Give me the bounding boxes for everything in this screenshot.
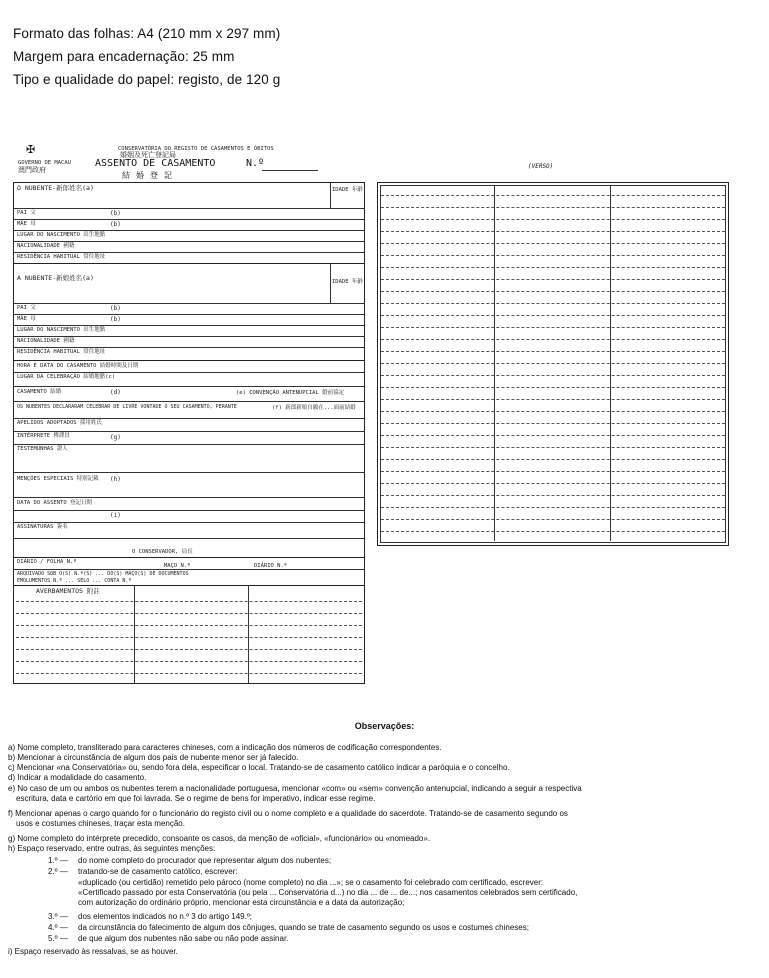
groom-birthplace-label: LUGAR DO NASCIMENTO 出生地點 [17,232,106,238]
obs-e-line2: escritura, data e cartório em que foi lavrada. Se o regime de bens for imperativo, indicar esse regime. [16,794,376,803]
registry-label-cn: 婚姻及死亡登記局 [120,151,176,159]
witnesses-label: TESTEMUNHAS 證人 [17,446,68,452]
form-number-label: N.º [246,158,265,169]
groom-mother-note: (b) [110,221,121,228]
obs-h2c: com autorização do ordinário próprio, mencionar esta circunstância e a data da autorização; [78,898,405,907]
conservador-label: O CONSERVADOR, 局長 [132,549,193,555]
obs-d: d) Indicar a modalidade do casamento. [8,773,147,782]
obs-g: g) Nome completo do intérprete precedido, consoante os casos, da menção de «oficial», «funcionário» ou «nomeado». [8,834,431,843]
surnames-label: APELIDOS ADOPTADOS 採用姓氏 [17,420,102,426]
groom-age-label: IDADE 年齡 [332,187,363,193]
bride-mother-note: (b) [110,316,121,323]
groom-nationality-label: NACIONALIDADE 國籍 [17,243,75,249]
bride-residence-label: RESIDÊNCIA HABITUAL 常住地址 [17,349,106,355]
bride-father-label: PAI 父 [17,305,36,311]
obs-h2a: «duplicado (ou certidão) remetido pelo pároco (nome completo) no dia ...»; se o casamento foi celebrado com certificado, escrever: [78,878,544,887]
diario-label: DIÁRIO N.º [254,563,288,569]
bride-father-note: (b) [110,305,121,312]
marriage-form-front [13,182,365,684]
groom-father-note: (b) [110,210,121,217]
diary-label: DIÁRIO / FOLHA N.º [17,559,77,565]
signatures-label: ASSINATURAS 簽名 [17,524,68,530]
date-label: DATA DO ASSENTO 登記日期 [17,500,92,506]
declaration-note: (f) 新郎新娘自願在...面前結婚 [272,405,356,411]
obs-h2b: «Certificado passado por esta Conservatória (ou pela ... Conservatória d...) no dia ... de ... de...; nos casamentos celebrados sem certificado, [78,888,578,897]
obs-i: i) Espaço reservado às ressalvas, se as houver. [8,947,178,956]
marriage-type-note: (d) [110,389,121,396]
emolumentos-label: EMOLUMENTOS N.º ... SELO ... CONTA N.º [17,578,132,584]
date-note: (i) [110,512,121,519]
obs-h3: dos elementos indicados no n.º 3 do artigo 149.º; [78,912,252,921]
obs-h2: tratando-se de casamento católico, escrever: [78,867,238,876]
form-title: ASSENTO DE CASAMENTO [95,158,216,169]
interpreter-label: INTÉRPRETE 傳譯員 [17,433,70,439]
averbamentos-label: AVERBAMENTOS 附註 [36,587,100,595]
declaration-label: OS NUBENTES DECLARARAM CELEBRAR DE LIVRE VONTADE O SEU CASAMENTO, PERANTE [17,404,237,410]
maco-label: MAÇO N.º [164,563,191,569]
obs-b: b) Mencionar a circunstância de algum dos pais de nubente menor ser já falecido. [8,753,299,762]
paper-format: Formato das folhas: A4 (210 mm x 297 mm) [13,26,281,41]
mentions-label: MENÇÕES ESPECIAIS 特別記載 [17,476,99,482]
interpreter-note: (g) [110,434,121,441]
obs-h4-number: 4.º — [48,923,68,932]
obs-a: a) Nome completo, transliterado para caracteres chineses, com a indicação dos números de codificação correspondentes. [8,743,442,752]
bride-birthplace-label: LUGAR DO NASCIMENTO 出生地點 [17,327,106,333]
paper-quality: Tipo e qualidade do papel: registo, de 120 g [13,72,281,87]
groom-father-label: PAI 父 [17,210,36,216]
form-number-line[interactable] [262,170,318,171]
obs-h5-number: 5.º — [48,934,68,943]
obs-h1-number: 1.º — [48,856,68,865]
bride-nationality-label: NACIONALIDADE 國籍 [17,338,75,344]
bride-label: A NUBENTE-新娘姓名(a) [17,274,94,282]
date-time-label: HORA E DATA DO CASAMENTO 結婚時間及日期 [17,363,139,369]
place-label: LUGAR DA CELEBRAÇÃO 結婚地點(c) [17,374,116,380]
marriage-type-label: CASAMENTO 結婚 [17,389,62,395]
form-title-cn: 結婚登記 [122,171,178,180]
binding-margin: Margem para encadernação: 25 mm [13,49,235,64]
mentions-note: (h) [110,476,121,483]
obs-h5: de que algum dos nubentes não sabe ou não pode assinar. [78,934,289,943]
groom-mother-label: MÃE 母 [17,221,36,227]
obs-h2-number: 2.º — [48,867,68,876]
bride-mother-label: MÃE 母 [17,316,36,322]
groom-label: O NUBENTE-新郎姓名(a) [17,184,94,192]
archive-label: ARQUIVADO SOB O(S) N.º(S) ... DO(S) MAÇO(S) DE DOCUMENTOS [17,571,189,577]
obs-f-line1: f) Mencionar apenas o cargo quando for o funcionário do registo civil ou o nome completo e a qualidade do sacerdote. Tratando-se de casamento segundo os [8,809,568,818]
obs-h3-number: 3.º — [48,912,68,921]
bride-age-label: IDADE 年齡 [332,279,363,285]
gov-label-cn: 澳門政府 [18,166,46,174]
obs-f-line2: usos e costumes chineses, traçar esta menção. [16,819,185,828]
observations-title: Observações: [354,721,415,731]
groom-residence-label: RESIDÊNCIA HABITUAL 常住地址 [17,254,106,260]
obs-c: c) Mencionar «na Conservatória» ou, sendo fora dela, especificar o local. Tratando-se de casamento católico indicar a paróquia e o concelho. [8,763,510,772]
obs-h: h) Espaço reservado, entre outras, às seguintes menções: [8,844,216,853]
obs-h1: do nome completo do procurador que representar algum dos nubentes; [78,856,332,865]
gov-emblem-icon: ✠ [26,144,36,156]
verso-label: (VERSO) [528,163,554,170]
gov-label: GOVERNO DE MACAU [18,160,71,166]
obs-e-line1: e) No caso de um ou ambos os nubentes terem a nacionalidade portuguesa, mencionar «com» ou «sem» convenção antenupcial, indicando a seguir a respectiva [8,784,582,793]
obs-h4: da circunstância do falecimento de algum dos cônjuges, quando se trate de casamento segundo os usos e costumes chineses; [78,923,529,932]
convention-label: (e) CONVENÇÃO ANTENUPCIAL 婚前協定 [236,390,345,396]
registry-label: CONSERVATÓRIA DO REGISTO DE CASAMENTOS E ÓBITOS [118,146,274,152]
marriage-form-verso [377,182,729,546]
